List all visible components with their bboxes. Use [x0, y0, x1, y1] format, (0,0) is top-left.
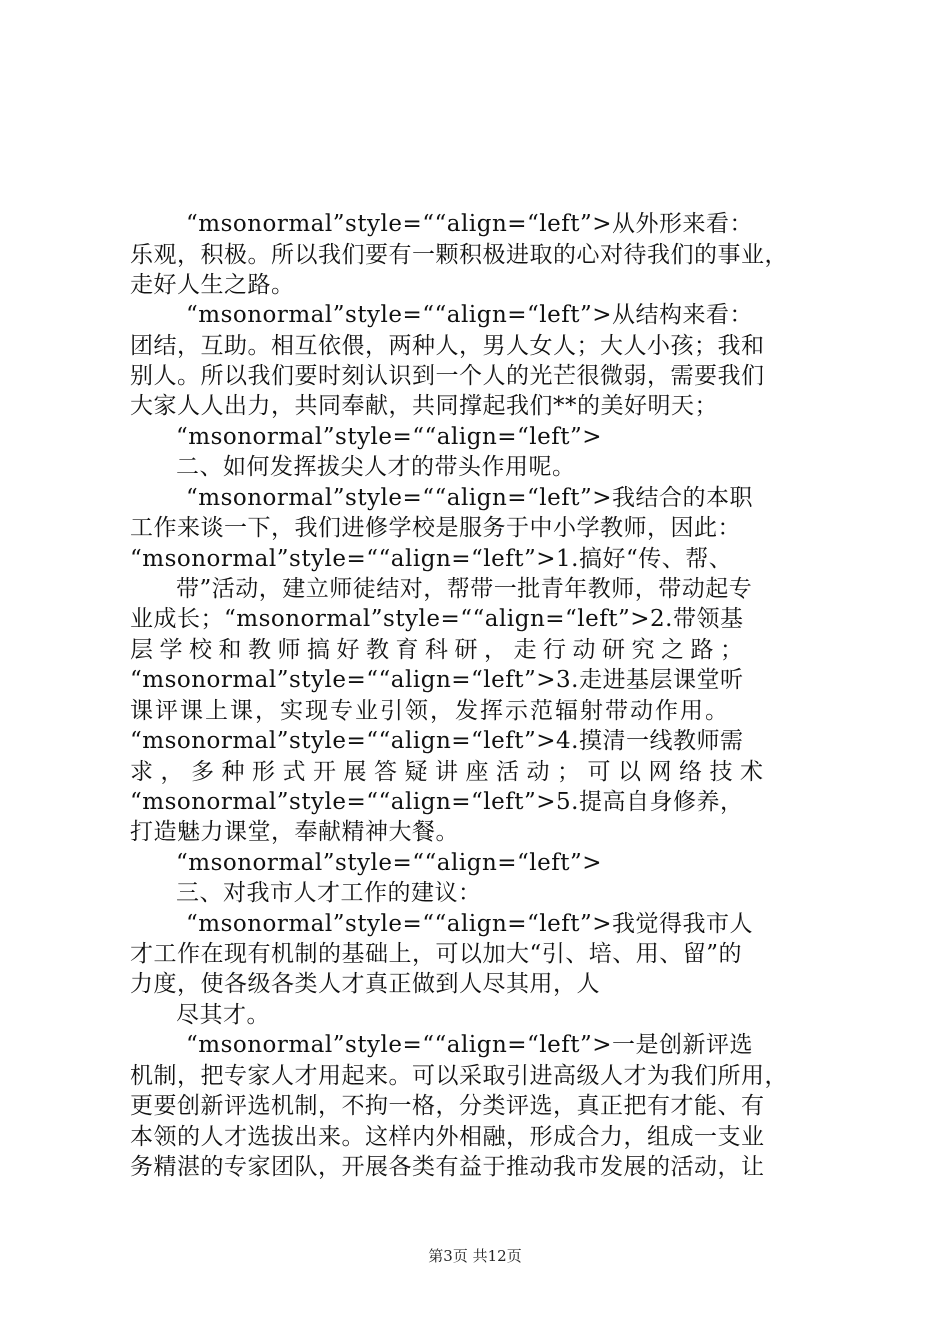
text-line: 更要创新评选机制，不拘一格，分类评选，真正把有才能、有: [130, 1093, 765, 1119]
text-line: “msonormal”style=““align=“left”>从外形来看：: [186, 211, 754, 237]
text-line: “msonormal”style=““align=“left”>我觉得我市人: [186, 911, 754, 937]
text-line: 课评课上课，实现专业引领，发挥示范辐射带动作用。: [130, 698, 730, 724]
text-line: 大家人人出力，共同奉献，共同撑起我们**的美好明天；: [130, 393, 718, 419]
text-line: 走好人生之路。: [130, 272, 295, 298]
text-line: “msonormal”style=““align=“left”>: [176, 850, 603, 876]
text-line: 带”活动，建立师徒结对，帮带一批青年教师，带动起专: [176, 576, 753, 602]
text-line: “msonormal”style=““align=“left”>一是创新评选: [186, 1032, 754, 1058]
text-line: 层学校和教师搞好教育科研，走行动研究之路；: [130, 637, 750, 663]
text-line: 工作来谈一下，我们进修学校是服务于中小学教师，因此：: [130, 515, 741, 541]
text-line: 乐观，积极。所以我们要有一颗积极进取的心对待我们的事业，: [130, 242, 788, 268]
text-line: 务精湛的专家团队，开展各类有益于推动我市发展的活动，让: [130, 1154, 765, 1180]
text-line: 打造魅力课堂，奉献精神大餐。: [130, 819, 459, 845]
text-line: “msonormal”style=““align=“left”>1.搞好“传、帮、: [130, 546, 733, 572]
text-line: 才工作在现有机制的基础上，可以加大“引、培、用、留”的: [130, 941, 743, 967]
text-line: “msonormal”style=““align=“left”>从结构来看：: [186, 302, 754, 328]
text-line: 本领的人才选拔出来。这样内外相融，形成合力，组成一支业: [130, 1124, 765, 1150]
text-line: 别人。所以我们要时刻认识到一个人的光芒很微弱，需要我们: [130, 363, 765, 389]
text-line: “msonormal”style=““align=“left”>5.提高自身修养，: [130, 789, 744, 815]
text-line: 机制，把专家人才用起来。可以采取引进高级人才为我们所用，: [130, 1063, 788, 1089]
text-line: “msonormal”style=““align=“left”>4.摸清一线教师需: [130, 728, 744, 754]
text-line: 求，多种形式开展答疑讲座活动；可以网络技术: [130, 759, 771, 785]
text-line: 尽其才。: [176, 1002, 270, 1028]
page-number-footer: 第3页 共12页: [428, 1247, 522, 1265]
section-heading: 二、如何发挥拔尖人才的带头作用呢。: [176, 454, 576, 480]
text-line: “msonormal”style=““align=“left”>: [176, 424, 603, 450]
section-heading: 三、对我市人才工作的建议：: [176, 880, 482, 906]
text-line: 力度，使各级各类人才真正做到人尽其用，人: [130, 971, 600, 997]
text-line: “msonormal”style=““align=“left”>3.走进基层课堂听: [130, 667, 744, 693]
text-line: 团结，互助。相互依偎，两种人，男人女人；大人小孩；我和: [130, 333, 765, 359]
text-line: 业成长；“msonormal”style=““align=“left”>2.带领基: [130, 606, 744, 632]
text-line: “msonormal”style=““align=“left”>我结合的本职: [186, 485, 754, 511]
